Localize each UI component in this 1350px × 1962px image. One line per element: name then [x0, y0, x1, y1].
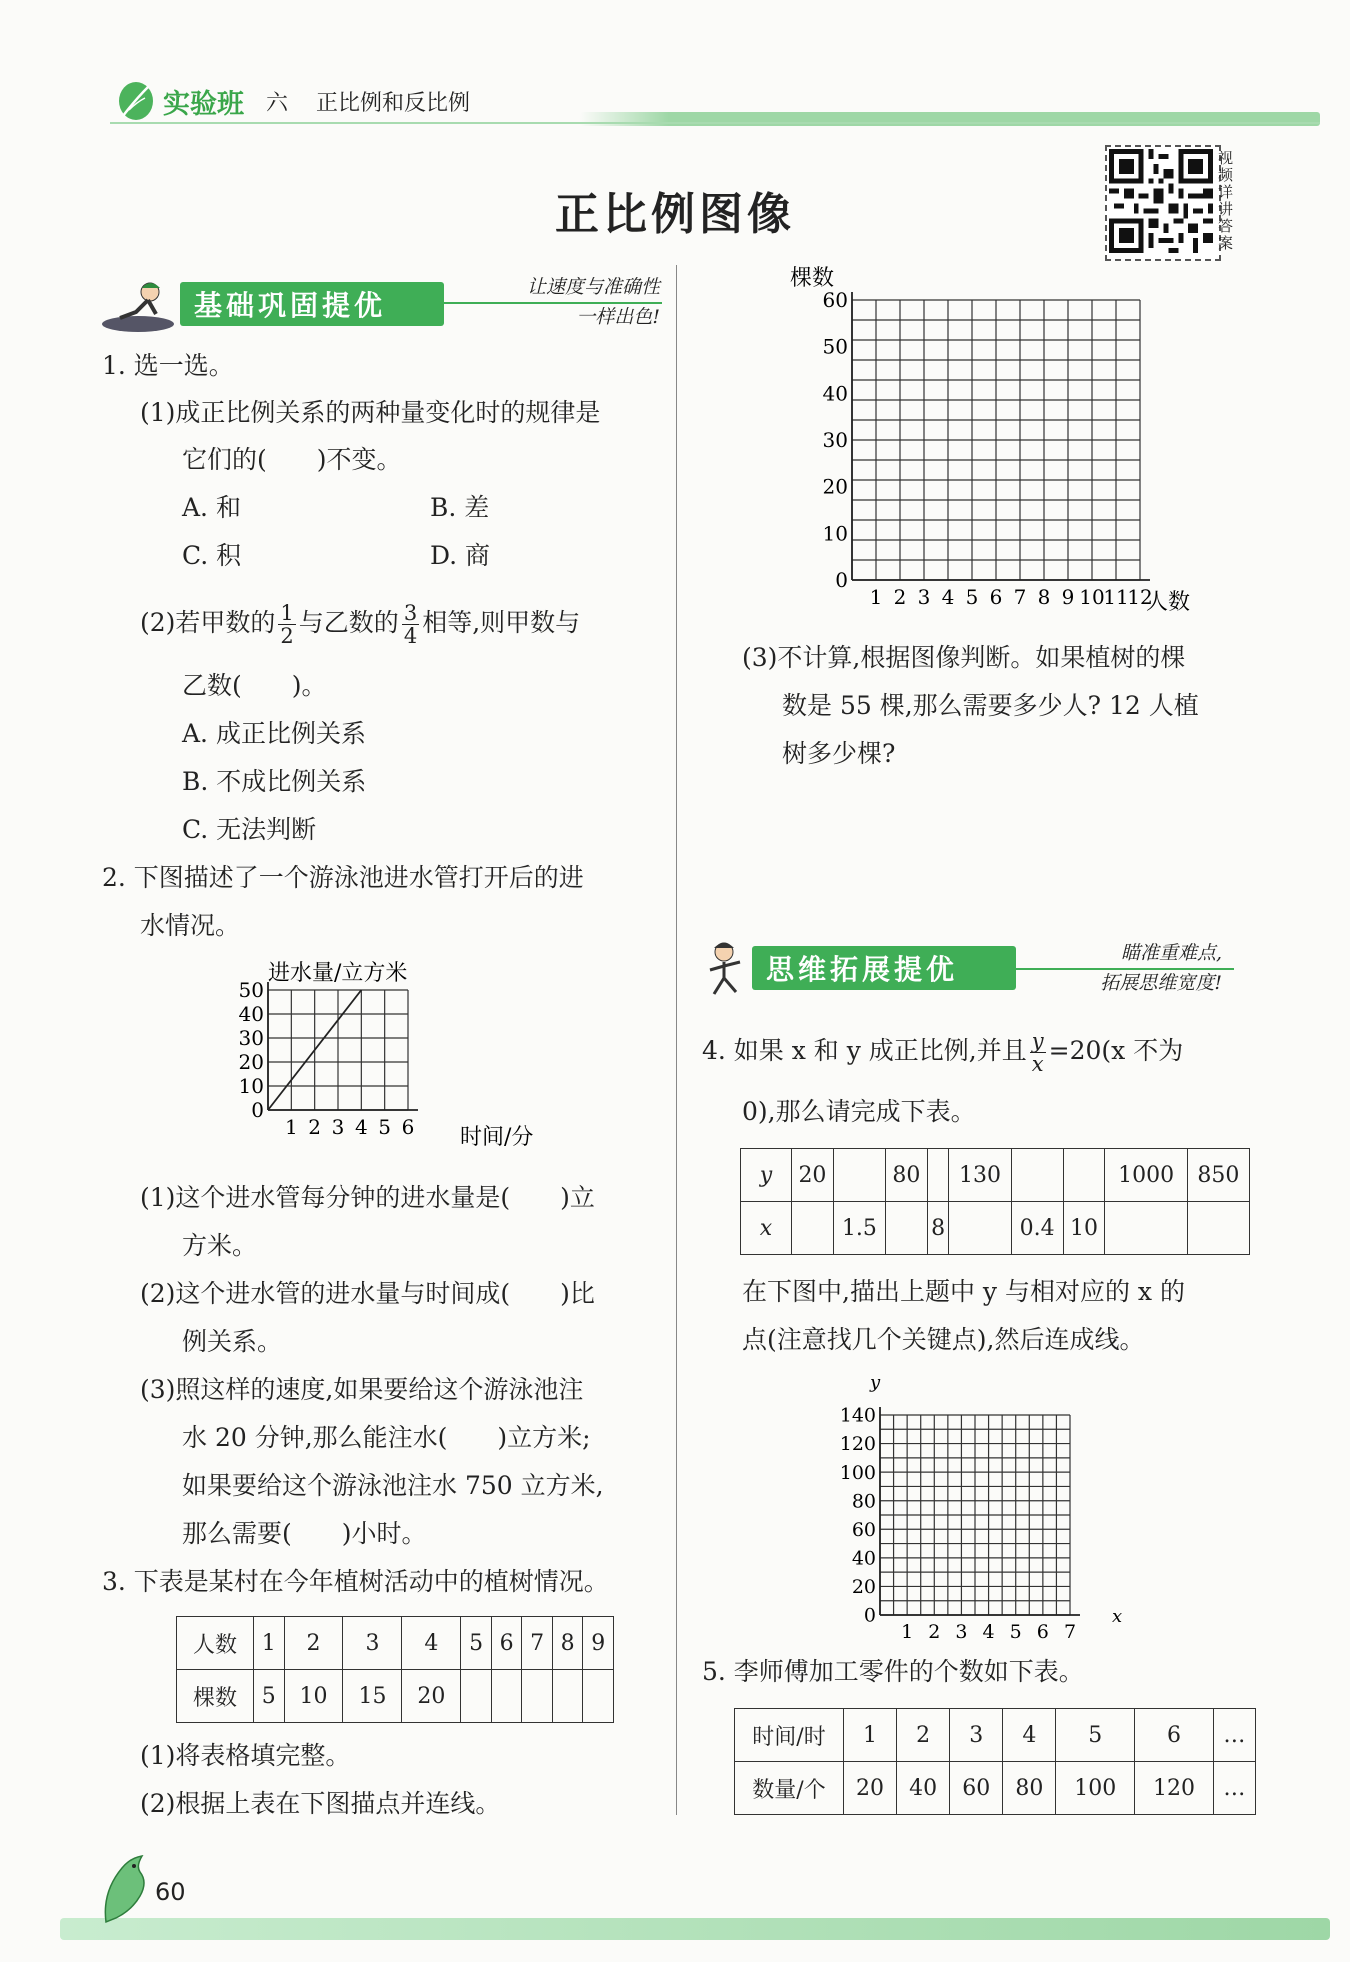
q2-heading-a: 2. 下图描述了一个游泳池进水管打开后的进	[102, 863, 584, 892]
y-tick-label: 50	[238, 978, 264, 1002]
y-tick-label: 10	[822, 521, 848, 546]
q1-2-text-b: 与乙数的	[298, 608, 399, 637]
table-cell: 9	[583, 1617, 614, 1670]
table-cell: 3	[950, 1709, 1003, 1762]
q1-2-text-c: 相等,则甲数与	[422, 608, 581, 637]
table-cell[interactable]	[949, 1202, 1011, 1255]
table-cell: 1	[254, 1617, 285, 1670]
table-cell: 20	[844, 1762, 897, 1815]
x-tick-label: 6	[1036, 1621, 1049, 1643]
table-cell[interactable]	[461, 1670, 492, 1723]
q1-1-text-a: (1)成正比例关系的两种量变化时的规律是	[140, 398, 601, 427]
runner-girl-icon	[700, 940, 750, 998]
water-chart	[228, 950, 568, 1170]
q5-table	[734, 1708, 1256, 1815]
q3-heading: 3. 下表是某村在今年植树活动中的植树情况。	[102, 1567, 609, 1596]
x-tick-label: 4	[354, 1115, 368, 1139]
q2-1-text-a: (1)这个进水管每分钟的进水量是( )立	[140, 1183, 595, 1212]
table-cell[interactable]	[1011, 1149, 1063, 1202]
x-tick-label: 4	[941, 585, 955, 609]
qr-label: 视频详讲答案	[1218, 149, 1234, 252]
section-note-line2: 拓展思维宽度!	[1100, 972, 1222, 994]
unit-number: 六	[266, 90, 289, 116]
fraction-one-half	[278, 602, 295, 647]
section-rule	[1000, 968, 1234, 970]
table-cell: 数量/个	[735, 1762, 844, 1815]
section-note-line1: 瞄准重难点,	[1120, 942, 1222, 964]
y-tick-label: 20	[851, 1576, 876, 1599]
x-tick-label: 1	[869, 585, 883, 609]
table-cell[interactable]	[833, 1149, 885, 1202]
table-cell[interactable]	[552, 1670, 583, 1723]
table-cell: 5	[1056, 1709, 1135, 1762]
header-line	[110, 122, 1320, 124]
q1-1-option-a: A. 和	[182, 493, 241, 522]
q4-paragraph-b: 点(注意找几个关键点),然后连成线。	[742, 1325, 1145, 1354]
section-banner-advanced	[752, 946, 1016, 990]
dolphin-icon	[96, 1852, 152, 1926]
q2-1-text-b: 方米。	[182, 1231, 258, 1260]
x-tick-label: 3	[917, 585, 931, 609]
q4-table	[740, 1148, 1250, 1255]
table-cell: 8	[552, 1617, 583, 1670]
water-chart-ticks	[239, 978, 415, 1139]
q1-1-option-c: C. 积	[182, 541, 242, 570]
q1-2-text-a: (2)若甲数的	[140, 608, 276, 637]
y-tick-label: 20	[238, 1050, 264, 1074]
table-cell: 棵数	[177, 1670, 254, 1723]
table-cell: 1.5	[833, 1202, 885, 1255]
fraction-denominator: 4	[403, 624, 418, 648]
xy-chart-xlabel: x	[1112, 1606, 1123, 1627]
q3-3-text-a: (3)不计算,根据图像判断。如果植树的棵	[742, 643, 1186, 672]
x-tick-label: 5	[1009, 1621, 1022, 1643]
table-cell: 60	[950, 1762, 1003, 1815]
tree-chart-axes	[852, 292, 1150, 580]
table-cell: 人数	[177, 1617, 254, 1670]
table-row	[177, 1670, 614, 1723]
table-cell: 4	[1003, 1709, 1056, 1762]
q5-heading: 5. 李师傅加工零件的个数如下表。	[702, 1657, 1084, 1686]
q4-paragraph-a: 在下图中,描出上题中 y 与相对应的 x 的	[742, 1277, 1185, 1306]
section-rule	[430, 302, 662, 304]
table-cell: 4	[402, 1617, 461, 1670]
table-cell: 8	[927, 1202, 949, 1255]
tree-chart-ylabel: 棵数	[790, 266, 835, 291]
y-tick-label: 30	[238, 1026, 264, 1050]
table-cell[interactable]	[885, 1202, 927, 1255]
table-cell[interactable]	[1105, 1202, 1187, 1255]
y-tick-label: 0	[835, 568, 848, 592]
tree-chart-grid	[852, 300, 1140, 580]
y-tick-label: 50	[822, 334, 848, 359]
y-tick-label: 40	[238, 1002, 264, 1026]
table-cell: 5	[254, 1670, 285, 1723]
fraction-denominator: x	[1031, 1052, 1044, 1076]
tree-chart-ticks	[823, 288, 1153, 609]
section-note-line2: 一样出色!	[576, 306, 660, 328]
y-tick-label: 60	[851, 1518, 876, 1541]
fraction-y-over-x	[1030, 1030, 1046, 1075]
q2-3-text-b: 水 20 分钟,那么能注水( )立方米;	[182, 1423, 591, 1452]
x-tick-label: 6	[401, 1115, 415, 1139]
table-cell[interactable]	[583, 1670, 614, 1723]
table-cell[interactable]	[1187, 1202, 1249, 1255]
table-cell: x	[741, 1202, 792, 1255]
table-cell: 100	[1056, 1762, 1135, 1815]
table-cell: 5	[461, 1617, 492, 1670]
table-row	[735, 1709, 1256, 1762]
xy-chart-grid	[880, 1415, 1070, 1615]
y-tick-label: 40	[822, 381, 848, 406]
q2-2-text-b: 例关系。	[182, 1327, 283, 1356]
table-cell: …	[1213, 1762, 1255, 1815]
x-tick-label: 11	[1103, 585, 1129, 609]
water-chart-grid	[268, 990, 408, 1110]
water-chart-axes	[268, 982, 418, 1110]
x-tick-label: 7	[1063, 1621, 1077, 1643]
footer-band	[60, 1918, 1330, 1940]
table-row	[741, 1149, 1250, 1202]
q3-1-text: (1)将表格填完整。	[140, 1741, 351, 1770]
x-tick-label: 2	[893, 585, 907, 609]
x-tick-label: 9	[1061, 585, 1075, 609]
header	[115, 80, 470, 122]
table-cell: 10	[284, 1670, 343, 1723]
y-tick-label: 140	[839, 1404, 876, 1427]
q4-heading-a: 4. 如果 x 和 y 成正比例,并且	[702, 1036, 1027, 1065]
section-title-advanced: 思维拓展提优	[766, 953, 959, 986]
table-cell: 1	[844, 1709, 897, 1762]
q4-heading	[702, 1030, 1183, 1075]
fraction-numerator: 1	[280, 601, 294, 625]
x-tick-label: 5	[965, 585, 979, 609]
q1-2-option-b: B. 不成比例关系	[182, 767, 367, 796]
x-tick-label: 8	[1037, 585, 1051, 609]
q2-heading-b: 水情况。	[140, 911, 241, 940]
xy-chart[interactable]	[820, 1370, 1140, 1660]
table-cell: 6	[491, 1617, 522, 1670]
table-cell: 130	[949, 1149, 1011, 1202]
section-title-basic: 基础巩固提优	[194, 289, 387, 322]
table-cell: 850	[1187, 1149, 1249, 1202]
x-tick-label: 7	[1013, 585, 1027, 609]
y-tick-label: 20	[822, 474, 848, 499]
y-tick-label: 40	[851, 1547, 876, 1570]
table-cell: 1000	[1105, 1149, 1187, 1202]
x-tick-label: 3	[955, 1621, 968, 1643]
water-chart-xlabel: 时间/分	[460, 1125, 534, 1150]
table-cell: 6	[1135, 1709, 1214, 1762]
table-cell: 80	[1003, 1762, 1056, 1815]
fraction-denominator: 2	[280, 624, 294, 648]
table-cell[interactable]	[1063, 1149, 1105, 1202]
x-tick-label: 5	[378, 1115, 392, 1139]
skater-boy-icon	[98, 278, 178, 334]
fraction-three-quarters	[402, 602, 419, 647]
table-cell: 20	[402, 1670, 461, 1723]
xy-chart-axes	[880, 1407, 1080, 1615]
q1-1-option-d: D. 商	[430, 541, 491, 570]
x-tick-label: 1	[284, 1115, 298, 1139]
table-cell: 10	[1063, 1202, 1105, 1255]
table-cell: 15	[343, 1670, 402, 1723]
tree-chart-xlabel: 人数	[1146, 590, 1191, 615]
table-cell: y	[741, 1149, 792, 1202]
q1-2-text-e: 乙数( )。	[182, 671, 327, 700]
table-cell: 0.4	[1011, 1202, 1063, 1255]
q4-heading-b: =20(x 不为	[1048, 1036, 1184, 1065]
table-cell: 3	[343, 1617, 402, 1670]
q2-3-text-c: 如果要给这个游泳池注水 750 立方米,	[182, 1471, 604, 1500]
y-tick-label: 0	[863, 1604, 876, 1627]
water-chart-ylabel: 进水量/立方米	[268, 961, 408, 986]
q1-2-text	[140, 602, 580, 647]
x-tick-label: 3	[331, 1115, 345, 1139]
q3-table	[176, 1616, 614, 1723]
qr-code[interactable]	[1105, 145, 1221, 261]
q3-2-text: (2)根据上表在下图描点并连线。	[140, 1789, 501, 1818]
x-tick-label: 1	[901, 1621, 914, 1643]
x-tick-label: 10	[1079, 585, 1105, 609]
y-tick-label: 80	[851, 1490, 876, 1513]
y-tick-label: 120	[839, 1433, 876, 1456]
table-row	[177, 1617, 614, 1670]
xy-chart-ylabel: y	[870, 1372, 881, 1393]
q1-1-option-b: B. 差	[430, 493, 490, 522]
table-cell: 7	[522, 1617, 553, 1670]
table-cell: 40	[897, 1762, 950, 1815]
table-row	[735, 1762, 1256, 1815]
y-tick-label: 30	[822, 428, 848, 452]
x-tick-label: 12	[1127, 585, 1153, 609]
table-cell: …	[1213, 1709, 1255, 1762]
table-cell: 20	[792, 1149, 834, 1202]
x-tick-label: 2	[308, 1115, 322, 1139]
y-tick-label: 60	[822, 288, 848, 312]
brand-name: 实验班	[163, 88, 244, 120]
table-row	[741, 1202, 1250, 1255]
leaf-logo-icon	[115, 80, 157, 122]
fraction-numerator: 3	[403, 601, 418, 625]
xy-chart-ticks	[840, 1405, 1076, 1643]
y-tick-label: 10	[238, 1074, 264, 1098]
q3-3-text-c: 树多少棵?	[782, 739, 896, 768]
fraction-numerator: y	[1031, 1029, 1044, 1053]
q4-heading-2: 0),那么请完成下表。	[742, 1097, 976, 1126]
table-cell: 2	[897, 1709, 950, 1762]
q2-3-text-a: (3)照这样的速度,如果要给这个游泳池注	[140, 1375, 584, 1404]
q3-3-text-b: 数是 55 棵,那么需要多少人? 12 人植	[782, 691, 1199, 720]
page-number: 60	[155, 1878, 186, 1906]
table-cell: 120	[1135, 1762, 1214, 1815]
column-divider	[676, 265, 677, 1815]
page-title: 正比例图像	[555, 189, 795, 240]
q1-1-text-b: 它们的( )不变。	[182, 445, 402, 474]
table-cell: 时间/时	[735, 1709, 844, 1762]
y-tick-label: 100	[839, 1461, 876, 1484]
y-tick-label: 0	[251, 1098, 264, 1122]
section-banner-basic	[180, 282, 444, 326]
qr-code-icon	[1109, 149, 1213, 253]
x-tick-label: 6	[989, 585, 1003, 609]
x-tick-label: 4	[982, 1621, 995, 1643]
x-tick-label: 2	[928, 1621, 941, 1643]
q1-2-option-a: A. 成正比例关系	[182, 719, 366, 748]
table-cell[interactable]	[522, 1670, 553, 1723]
unit-title: 正比例和反比例	[316, 90, 471, 116]
section-note-line1: 让速度与准确性	[526, 276, 660, 298]
q2-3-text-d: 那么需要( )小时。	[182, 1519, 427, 1548]
q1-heading: 1. 选一选。	[102, 351, 234, 380]
table-cell[interactable]	[491, 1670, 522, 1723]
table-cell: 80	[885, 1149, 927, 1202]
q2-2-text-a: (2)这个进水管的进水量与时间成( )比	[140, 1279, 595, 1308]
q1-2-option-c: C. 无法判断	[182, 815, 317, 844]
tree-chart[interactable]	[780, 255, 1220, 635]
table-cell[interactable]	[927, 1149, 949, 1202]
table-cell[interactable]	[792, 1202, 834, 1255]
table-cell: 2	[284, 1617, 343, 1670]
